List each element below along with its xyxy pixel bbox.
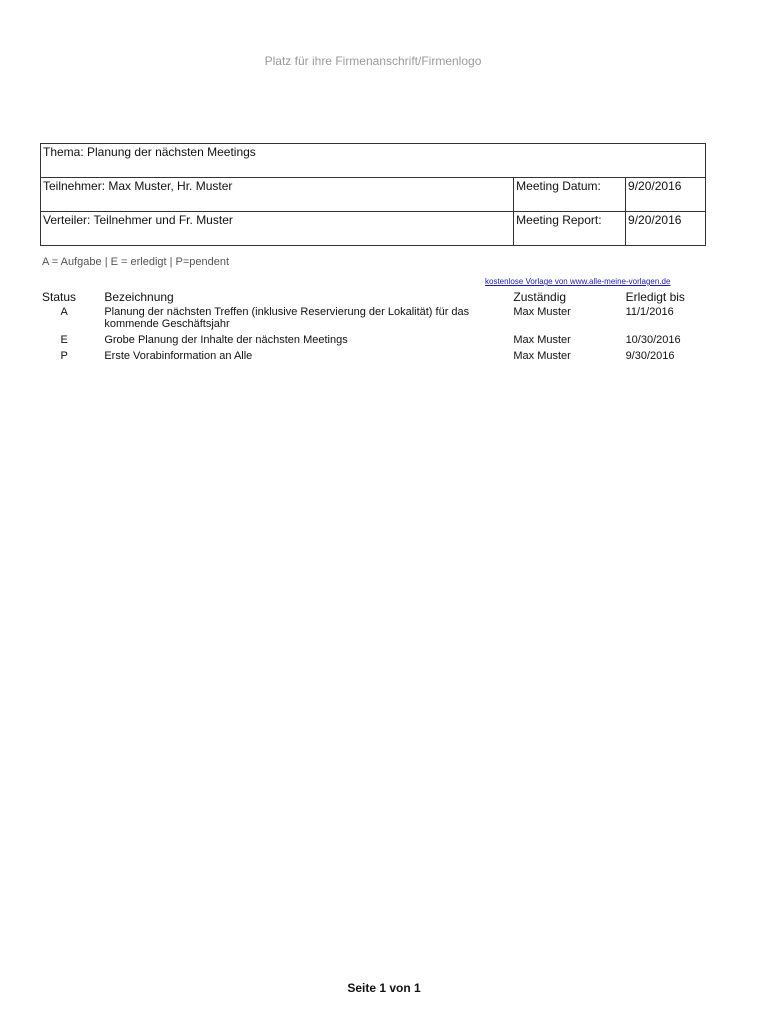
thema-row xyxy=(41,144,706,178)
meeting-info-table xyxy=(40,143,706,246)
task-owner: Max Muster xyxy=(513,350,571,362)
header-status: Status xyxy=(42,290,77,304)
meeting-datum-value: 9/20/2016 xyxy=(626,178,706,212)
task-owner: Max Muster xyxy=(513,334,571,346)
task-status: P xyxy=(60,350,68,362)
teilnehmer-cell: Teilnehmer: Max Muster, Hr. Muster xyxy=(41,178,514,212)
thema-cell: Thema: Planung der nächsten Meetings xyxy=(41,144,706,178)
task-row xyxy=(40,350,706,366)
task-description: Grobe Planung der Inhalte der nächsten Meetings xyxy=(104,334,348,346)
verteiler-row xyxy=(41,212,706,246)
task-due-date: 9/30/2016 xyxy=(625,350,675,362)
task-table xyxy=(40,290,706,366)
template-source-link[interactable]: kostenlose Vorlage von www.alle-meine-vorlagen.de xyxy=(485,277,671,286)
header-zustaendig: Zuständig xyxy=(513,290,567,304)
meeting-datum-label: Meeting Datum: xyxy=(514,178,626,212)
task-description: Planung der nächsten Treffen (inklusive Reservierung der Lokalität) für das kommende Geschäftsjahr xyxy=(104,306,470,330)
task-status: E xyxy=(60,334,68,346)
task-row xyxy=(40,334,706,350)
meeting-report-value: 9/20/2016 xyxy=(626,212,706,246)
page-number: Seite 1 von 1 xyxy=(347,981,421,995)
verteiler-cell: Verteiler: Teilnehmer und Fr. Muster xyxy=(41,212,514,246)
task-owner: Max Muster xyxy=(513,306,571,318)
task-description: Erste Vorabinformation an Alle xyxy=(104,350,253,362)
task-status: A xyxy=(60,306,68,318)
header-erledigt-bis: Erledigt bis xyxy=(625,290,685,304)
task-due-date: 11/1/2016 xyxy=(625,306,674,318)
meeting-report-label: Meeting Report: xyxy=(514,212,626,246)
task-due-date: 10/30/2016 xyxy=(625,334,681,346)
task-table-header-row xyxy=(40,290,706,306)
header-bezeichnung: Bezeichnung xyxy=(104,290,174,304)
status-legend: A = Aufgabe | E = erledigt | P=pendent xyxy=(42,256,230,268)
teilnehmer-row xyxy=(41,178,706,212)
company-logo-placeholder: Platz für ihre Firmenanschrift/Firmenlogo xyxy=(264,54,482,68)
task-row xyxy=(40,306,706,334)
